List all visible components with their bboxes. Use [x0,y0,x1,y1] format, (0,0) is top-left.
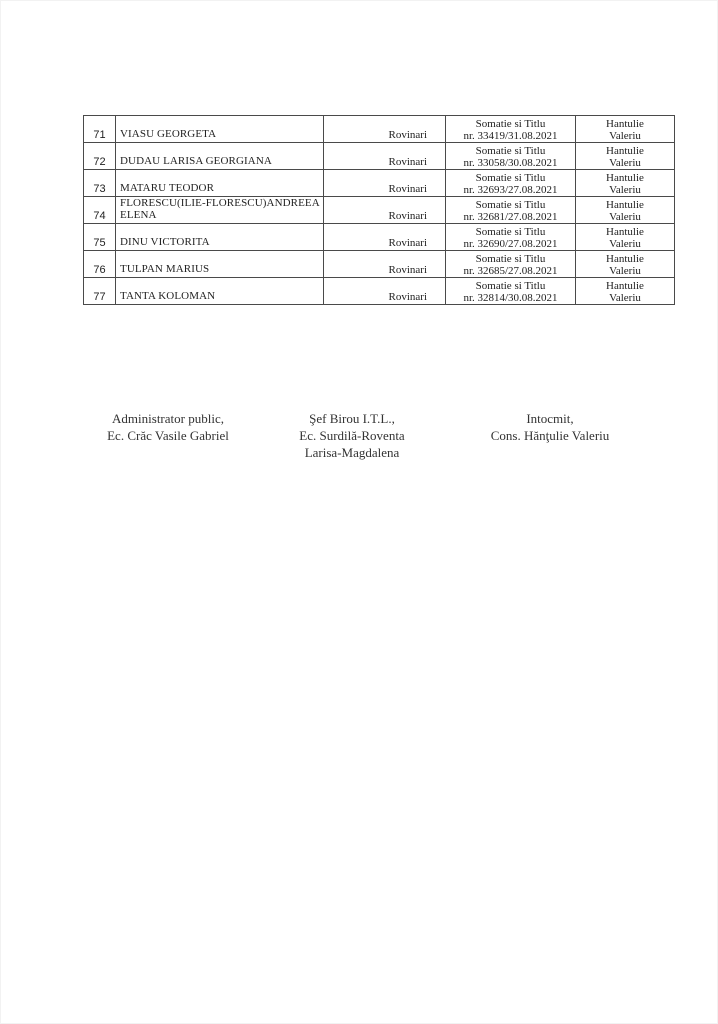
debtor-name-line2: ELENA [120,209,157,221]
document-cell [446,197,576,224]
responsible-firstname: Valeriu [609,238,641,250]
signature-administrator [78,410,258,444]
document-cell [446,251,576,278]
debtor-name: MATARU TEODOR [116,170,324,197]
responsible-firstname: Valeriu [609,265,641,277]
table-row [84,197,675,224]
responsible-cell [576,224,675,251]
locality: Rovinari [324,224,446,251]
responsible-cell [576,170,675,197]
document-cell [446,224,576,251]
debtor-name: TANTA KOLOMAN [116,278,324,305]
table-row [84,278,675,305]
debtor-name: VIASU GEORGETA [116,116,324,143]
signature-name: Cons. Hănţulie Valeriu [490,428,610,443]
row-number: 72 [84,143,116,170]
document-type: Somatie si Titlu [475,145,546,157]
debtor-name: DUDAU LARISA GEORGIANA [116,143,324,170]
document-number: nr. 33058/30.08.2021 [463,157,558,169]
table-row [84,116,675,143]
locality: Rovinari [324,197,446,224]
document-cell [446,170,576,197]
responsible-firstname: Valeriu [609,211,641,223]
document-type: Somatie si Titlu [475,280,546,292]
responsible-cell [576,251,675,278]
records-table [83,115,675,305]
document-cell [446,143,576,170]
locality: Rovinari [324,170,446,197]
document-number: nr. 32814/30.08.2021 [463,292,558,304]
document-type: Somatie si Titlu [475,253,546,265]
row-number: 71 [84,116,116,143]
debtor-name: TULPAN MARIUS [116,251,324,278]
responsible-firstname: Valeriu [609,130,641,142]
document-number: nr. 32690/27.08.2021 [463,238,558,250]
row-number: 77 [84,278,116,305]
row-number: 75 [84,224,116,251]
responsible-firstname: Valeriu [609,157,641,169]
responsible-firstname: Valeriu [609,184,641,196]
table-row [84,224,675,251]
responsible-surname: Hantulie [606,145,644,157]
document-type: Somatie si Titlu [475,172,546,184]
table-row [84,170,675,197]
debtor-name: DINU VICTORITA [116,224,324,251]
debtor-name [116,197,324,224]
signature-title: Intocmit, [526,411,574,426]
locality: Rovinari [324,116,446,143]
locality: Rovinari [324,251,446,278]
row-number: 73 [84,170,116,197]
document-number: nr. 32693/27.08.2021 [463,184,558,196]
signature-intocmit [460,410,640,444]
row-number: 74 [84,197,116,224]
signature-sef-birou [262,410,442,461]
responsible-surname: Hantulie [606,172,644,184]
responsible-surname: Hantulie [606,199,644,211]
signature-name-line2: Larisa-Magdalena [304,445,400,460]
signature-name: Ec. Crăc Vasile Gabriel [107,428,229,443]
document-type: Somatie si Titlu [475,199,546,211]
signature-name-line1: Ec. Surdilă-Roventa [299,428,405,443]
document-number: nr. 33419/31.08.2021 [463,130,558,142]
table-row [84,251,675,278]
debtor-name-line1: FLORESCU(ILIE-FLORESCU)ANDREEA [120,197,320,209]
responsible-surname: Hantulie [606,118,644,130]
responsible-firstname: Valeriu [609,292,641,304]
document-type: Somatie si Titlu [475,226,546,238]
locality: Rovinari [324,278,446,305]
document-number: nr. 32685/27.08.2021 [463,265,558,277]
responsible-surname: Hantulie [606,280,644,292]
responsible-surname: Hantulie [606,226,644,238]
row-number: 76 [84,251,116,278]
document-cell [446,278,576,305]
document-type: Somatie si Titlu [475,118,546,130]
document-number: nr. 32681/27.08.2021 [463,211,558,223]
responsible-cell [576,278,675,305]
locality: Rovinari [324,143,446,170]
responsible-surname: Hantulie [606,253,644,265]
signature-title: Şef Birou I.T.L., [309,411,395,426]
responsible-cell [576,197,675,224]
document-cell [446,116,576,143]
responsible-cell [576,143,675,170]
signature-title: Administrator public, [112,411,224,426]
table-row [84,143,675,170]
responsible-cell [576,116,675,143]
